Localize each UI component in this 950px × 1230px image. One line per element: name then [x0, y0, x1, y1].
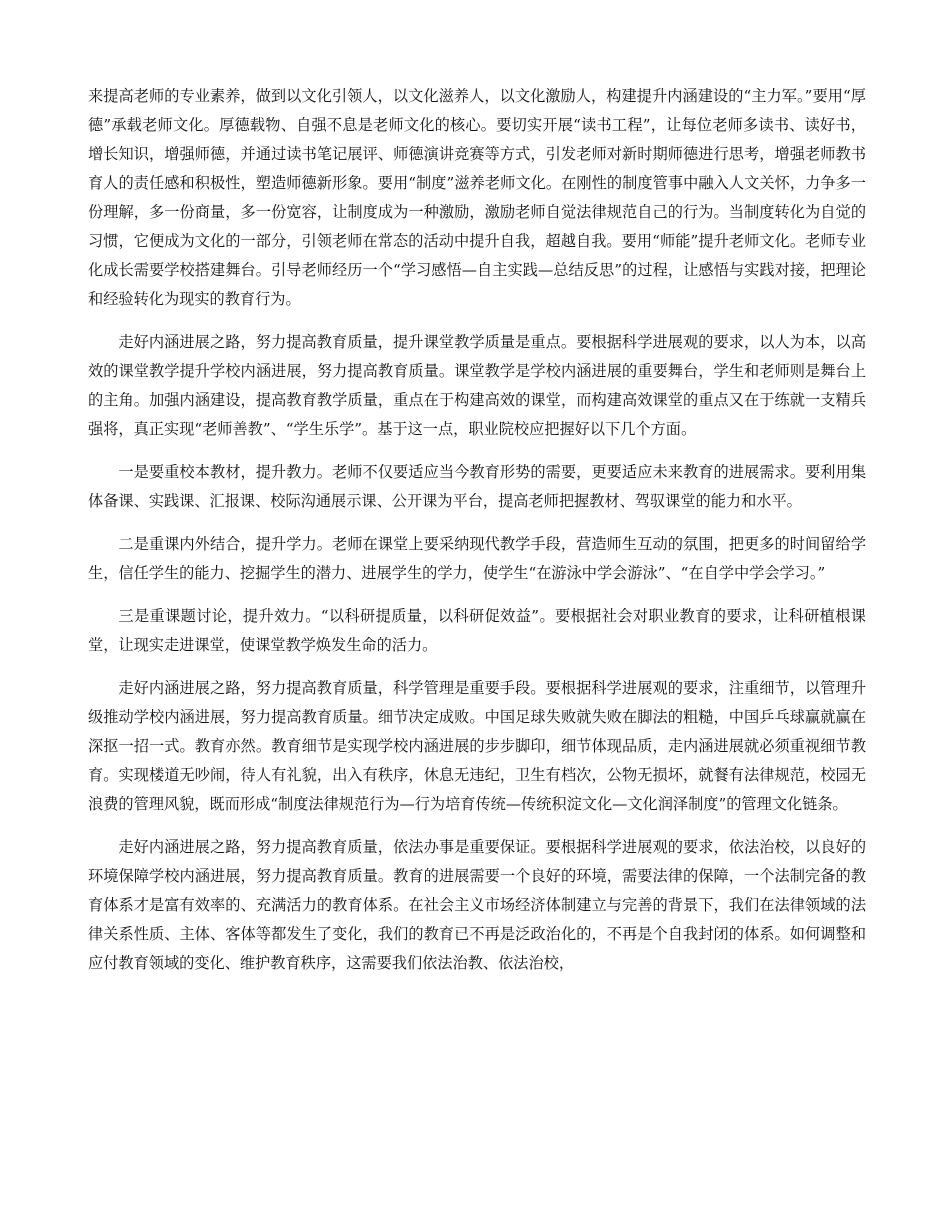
document-page: [88, 82, 866, 992]
paragraph-4: 二是重课内外结合，提升学力。老师在课堂上要采纳现代教学手段，营造师生互动的氛围，把更多的时间留给学生，信任学生的能力、挖掘学生的潜力、进展学生的学力，使学生“在游泳中学会游泳”、“在自学中学会学习。”: [88, 535, 866, 582]
paragraph-1: 来提高老师的专业素养，做到以文化引领人，以文化滋养人，以文化激励人，构建提升内涵建设的“主力军。”要用“厚德”承载老师文化。厚德载物、自强不息是老师文化的核心。要切实开展“读书工程”，让每位老师多读书、读好书，增长知识，增强师德，并通过读书笔记展评、师德演讲竞赛等方式，引发老师对新时期师德进行思考，增强老师教书育人的责任感和积极性，塑造师德新形象。要用“制度”滋养老师文化。在刚性的制度管事中融入人文关怀，力争多一份理解，多一份商量，多一份宽容，让制度成为一种激励，激励老师自觉法律规范自己的行为。当制度转化为自觉的习惯，它便成为文化的一部分，引领老师在常态的活动中提升自我，超越自我。要用“师能”提升老师文化。老师专业化成长需要学校搭建舞台。引导老师经历一个“学习感悟—自主实践—总结反思”的过程，让感悟与实践对接，把理论和经验转化为现实的教育行为。: [88, 87, 866, 308]
paragraph-3: 一是要重校本教材，提升教力。老师不仅要适应当今教育形势的需要，更要适应未来教育的进展需求。要利用集体备课、实践课、汇报课、校际沟通展示课、公开课为平台，提高老师把握教材、驾驭课堂的能力和水平。: [88, 463, 866, 510]
paragraph-2: 走好内涵进展之路，努力提高教育质量，提升课堂教学质量是重点。要根据科学进展观的要求，以人为本，以高效的课堂教学提升学校内涵进展，努力提高教育质量。课堂教学是学校内涵进展的重要舞台，学生和老师则是舞台上的主角。加强内涵建设，提高教育教学质量，重点在于构建高效的课堂，而构建高效课堂的重点又在于练就一支精兵强将，真正实现“老师善教”、“学生乐学”。基于这一点，职业院校应把握好以下几个方面。: [88, 333, 866, 438]
paragraph-7: 走好内涵进展之路，努力提高教育质量，依法办事是重要保证。要根据科学进展观的要求，依法治校，以良好的环境保障学校内涵进展，努力提高教育质量。教育的进展需要一个良好的环境，需要法律的保障，一个法制完备的教育体系才是富有效率的、充满活力的教育体系。在社会主义市场经济体制建立与完善的背景下，我们在法律领域的法律关系性质、主体、客体等都发生了变化，我们的教育已不再是泛政治化的，不再是个自我封闭的体系。如何调整和应付教育领域的变化、维护教育秩序，这需要我们依法治教、依法治校，: [88, 838, 866, 972]
paragraph-5: 三是重课题讨论，提升效力。“以科研提质量，以科研促效益”。要根据社会对职业教育的要求，让科研植根课堂，让现实走进课堂，使课堂教学焕发生命的活力。: [88, 607, 866, 654]
paragraph-6: 走好内涵进展之路，努力提高教育质量，科学管理是重要手段。要根据科学进展观的要求，注重细节，以管理升级推动学校内涵进展，努力提高教育质量。细节决定成败。中国足球失败就失败在脚法的粗糙，中国乒乓球赢就赢在深抠一招一式。教育亦然。教育细节是实现学校内涵进展的步步脚印，细节体现品质，走内涵进展就必须重视细节教育。实现楼道无吵闹，待人有礼貌，出入有秩序，休息无违纪，卫生有档次，公物无损坏，就餐有法律规范，校园无浪费的管理风貌，既而形成“制度法律规范行为—行为培育传统—传统积淀文化—文化润泽制度”的管理文化链条。: [88, 679, 866, 813]
